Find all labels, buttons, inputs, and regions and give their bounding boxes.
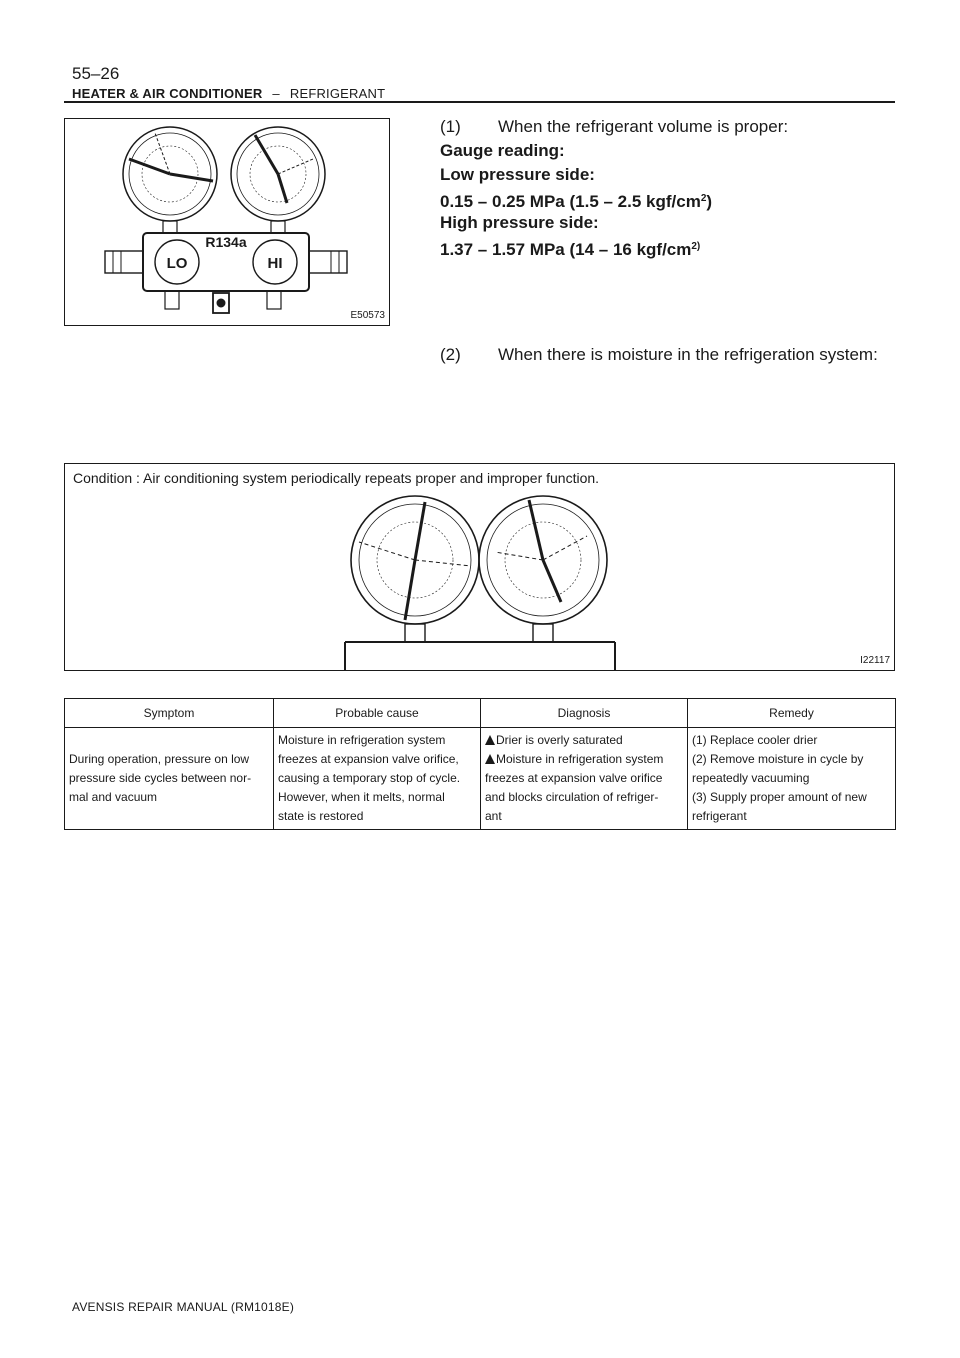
symptom-table	[64, 698, 896, 830]
moisture-gauge-figure	[64, 463, 895, 671]
header-diagnosis: Diagnosis	[481, 699, 688, 728]
subsection-title: REFRIGERANT	[289, 86, 386, 101]
refrigerant-label: R134a	[205, 234, 247, 250]
step-1-number: (1)	[440, 117, 461, 136]
lo-label: LO	[166, 255, 188, 272]
high-side-value: 1.37 – 1.57 MPa (14 – 16 kgf/$cm^{2)}$	[440, 240, 701, 259]
cause-cell: Moisture in refrigeration system freezes at expansion valve orifice, causing a temporary stop of cycle. However, when it melts, normal state is restored	[274, 728, 481, 830]
header-remedy: Remedy	[688, 699, 896, 728]
hi-label: HI	[267, 255, 283, 272]
step-1-text: When the refrigerant volume is proper:	[498, 117, 789, 136]
table-row	[65, 728, 896, 830]
high-side-label: High pressure side:	[440, 213, 599, 232]
manifold-gauge-illustration	[65, 119, 388, 324]
fluctuating-gauges-illustration	[335, 492, 625, 670]
low-side-value: 0.15 – 0.25 MPa (1.5 – 2.5 kgf/$cm^2$)	[440, 192, 713, 211]
remedy-cell: (1) Replace cooler drier (2) Remove moisture in cycle by repeatedly vacuuming (3) Supply proper amount of new refrigerant	[688, 728, 896, 830]
step-2-number: (2)	[440, 345, 461, 364]
header-symptom: Symptom	[65, 699, 274, 728]
step-2	[440, 343, 878, 367]
figure-code: I22117	[860, 655, 890, 666]
condition-caption: Condition : Air conditioning system periodically repeats proper and improper function.	[73, 470, 600, 486]
gauge-reading-label: Gauge reading:	[440, 141, 565, 160]
warning-triangle-icon	[485, 735, 495, 745]
diagnosis-cell: Drier is overly saturated Moisture in refrigeration system freezes at expansion valve orifice and blocks circulation of refriger- ant	[481, 728, 688, 830]
step-1	[440, 115, 788, 139]
section-title: HEATER & AIR CONDITIONER	[72, 86, 263, 101]
manifold-gauge-figure	[64, 118, 390, 326]
symptom-cell: During operation, pressure on low pressure side cycles between nor- mal and vacuum	[65, 728, 274, 830]
page-number: 55–26	[72, 64, 120, 83]
warning-triangle-icon	[485, 754, 495, 764]
header-probable-cause: Probable cause	[274, 699, 481, 728]
step-2-text: When there is moisture in the refrigeration system:	[498, 345, 878, 364]
gauge-reading-spec	[440, 139, 712, 259]
table-header-row	[65, 699, 896, 728]
running-header	[72, 86, 894, 101]
header-rule	[64, 101, 895, 103]
page-footer: AVENSIS REPAIR MANUAL (RM1018E)	[72, 1300, 295, 1314]
low-side-label: Low pressure side:	[440, 165, 595, 184]
header-separator: –	[272, 86, 280, 101]
figure-code: E50573	[350, 310, 385, 321]
